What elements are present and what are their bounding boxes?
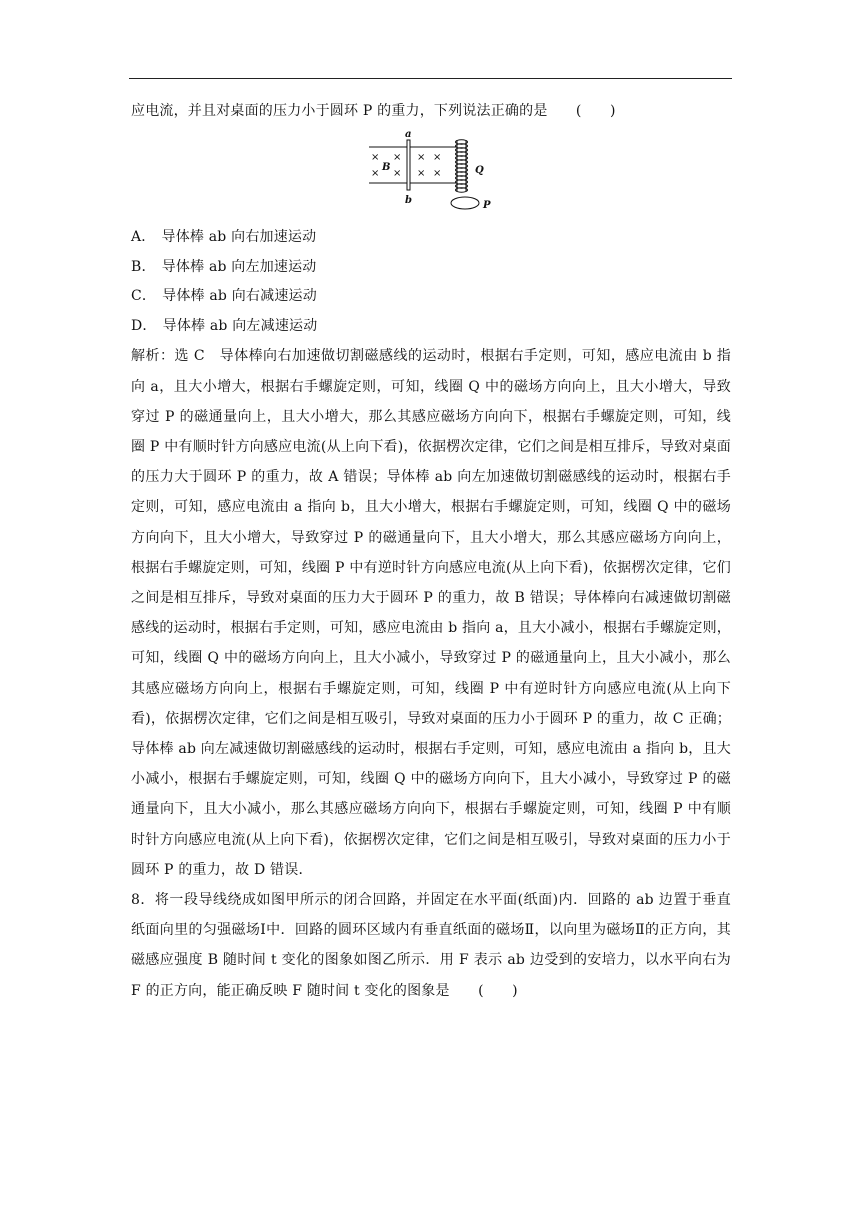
svg-text:×: × xyxy=(371,168,380,179)
coil-q xyxy=(456,140,468,192)
label-Q: Q xyxy=(475,165,484,176)
option-b[interactable]: B． 导体棒 ab 向左加速运动 xyxy=(131,258,317,275)
question-8: 8．将一段导线绕成如图甲所示的闭合回路，并固定在水平面(纸面)内．回路的 ab 边置于垂直纸面向里的匀强磁场Ⅰ中．回路的圆环区域内有垂直纸面的磁场Ⅱ，以向里为磁场Ⅱ的正方向，其磁感应强度 B 随时间 t 变化的图象如图乙所示．用 F 表示 ab 边受到的安培力，以水平向右为 F 的正方向，能正确反映 F 随时间 t 变化的图象是 ( ) xyxy=(131,892,731,999)
svg-text:×: × xyxy=(371,152,380,163)
ring-p xyxy=(451,197,479,209)
svg-text:×: × xyxy=(393,168,402,179)
page-content xyxy=(131,96,731,1006)
options-list xyxy=(131,223,731,341)
svg-text:×: × xyxy=(393,152,402,163)
svg-text:×: × xyxy=(417,168,426,179)
rail-coil-diagram xyxy=(367,129,499,215)
label-B: B xyxy=(382,162,391,173)
header-rule xyxy=(129,78,732,79)
label-a: a xyxy=(405,129,412,140)
analysis-text: 解析：选 C 导体棒向右加速做切割磁感线的运动时，根据右手定则，可知，感应电流由 b 指向 a，且大小增大，根据右手螺旋定则，可知，线圈 Q 中的磁场方向向上，且大小增大，导致穿过 P 的磁通量向上，且大小增大，那么其感应磁场方向向下，根据右手螺旋定则，可知，线圈 P 中有顺时针方向感应电流(从上向下看)，依据楞次定律，它们之间是相互排斥，导致对桌面的压力大于圆环 P 的重力，故 A 错误；导体棒 ab 向左加速做切割磁感线的运动时，根据右手定则，可知，感应电流由 a 指向 b，且大小增大，根据右手螺旋定则，可知，线圈 Q 中的磁场方向向下，且大小增大，导致穿过 P 的磁通量向下，且大小增大，那么其感应磁场方向向上，根据右手螺旋定则，可知，线圈 P 中有逆时针方向感应电流(从上向下看)，依据楞次定律，它们之间是相互排斥，导致对桌面的压力大于圆环 P 的重力，故 B 错误；导体棒向右减速做切割磁感线的运动时，根据右手定则，可知，感应电流由 b 指向 a，且大小减小，根据右手螺旋定则，可知，线圈 Q 中的磁场方向向上，且大小减小，导致穿过 P 的磁通量向上，且大小减小，那么其感应磁场方向向上，根据右手螺旋定则，可知，线圈 P 中有逆时针方向感应电流(从上向下看)，依据楞次定律，它们之间是相互吸引，导致对桌面的压力小于圆环 P 的重力，故 C 正确；导体棒 ab 向左减速做切割磁感线的运动时，根据右手定则，可知，感应电流由 a 指向 b，且大小减小，根据右手螺旋定则，可知，线圈 Q 中的磁场方向向下，且大小减小，导致穿过 P 的磁通量向下，且大小减小，那么其感应磁场方向向下，根据右手螺旋定则，可知，线圈 P 中有顺时针方向感应电流(从上向下看)，依据楞次定律，它们之间是相互吸引，导致对桌面的压力小于圆环 P 的重力，故 D 错误． xyxy=(131,348,731,878)
option-d[interactable]: D． 导体棒 ab 向左减速运动 xyxy=(131,317,318,334)
question-stem-tail: 应电流，并且对桌面的压力小于圆环 P 的重力，下列说法正确的是 ( ) xyxy=(131,103,616,119)
circuit-figure xyxy=(131,129,731,219)
svg-text:×: × xyxy=(433,152,442,163)
label-P: P xyxy=(483,200,491,211)
label-b: b xyxy=(405,195,412,206)
option-c[interactable]: C． 导体棒 ab 向右减速运动 xyxy=(131,288,317,305)
option-a[interactable]: A． 导体棒 ab 向右加速运动 xyxy=(131,229,317,245)
svg-text:×: × xyxy=(417,152,426,163)
svg-text:×: × xyxy=(433,168,442,179)
rod-ab xyxy=(407,140,410,190)
